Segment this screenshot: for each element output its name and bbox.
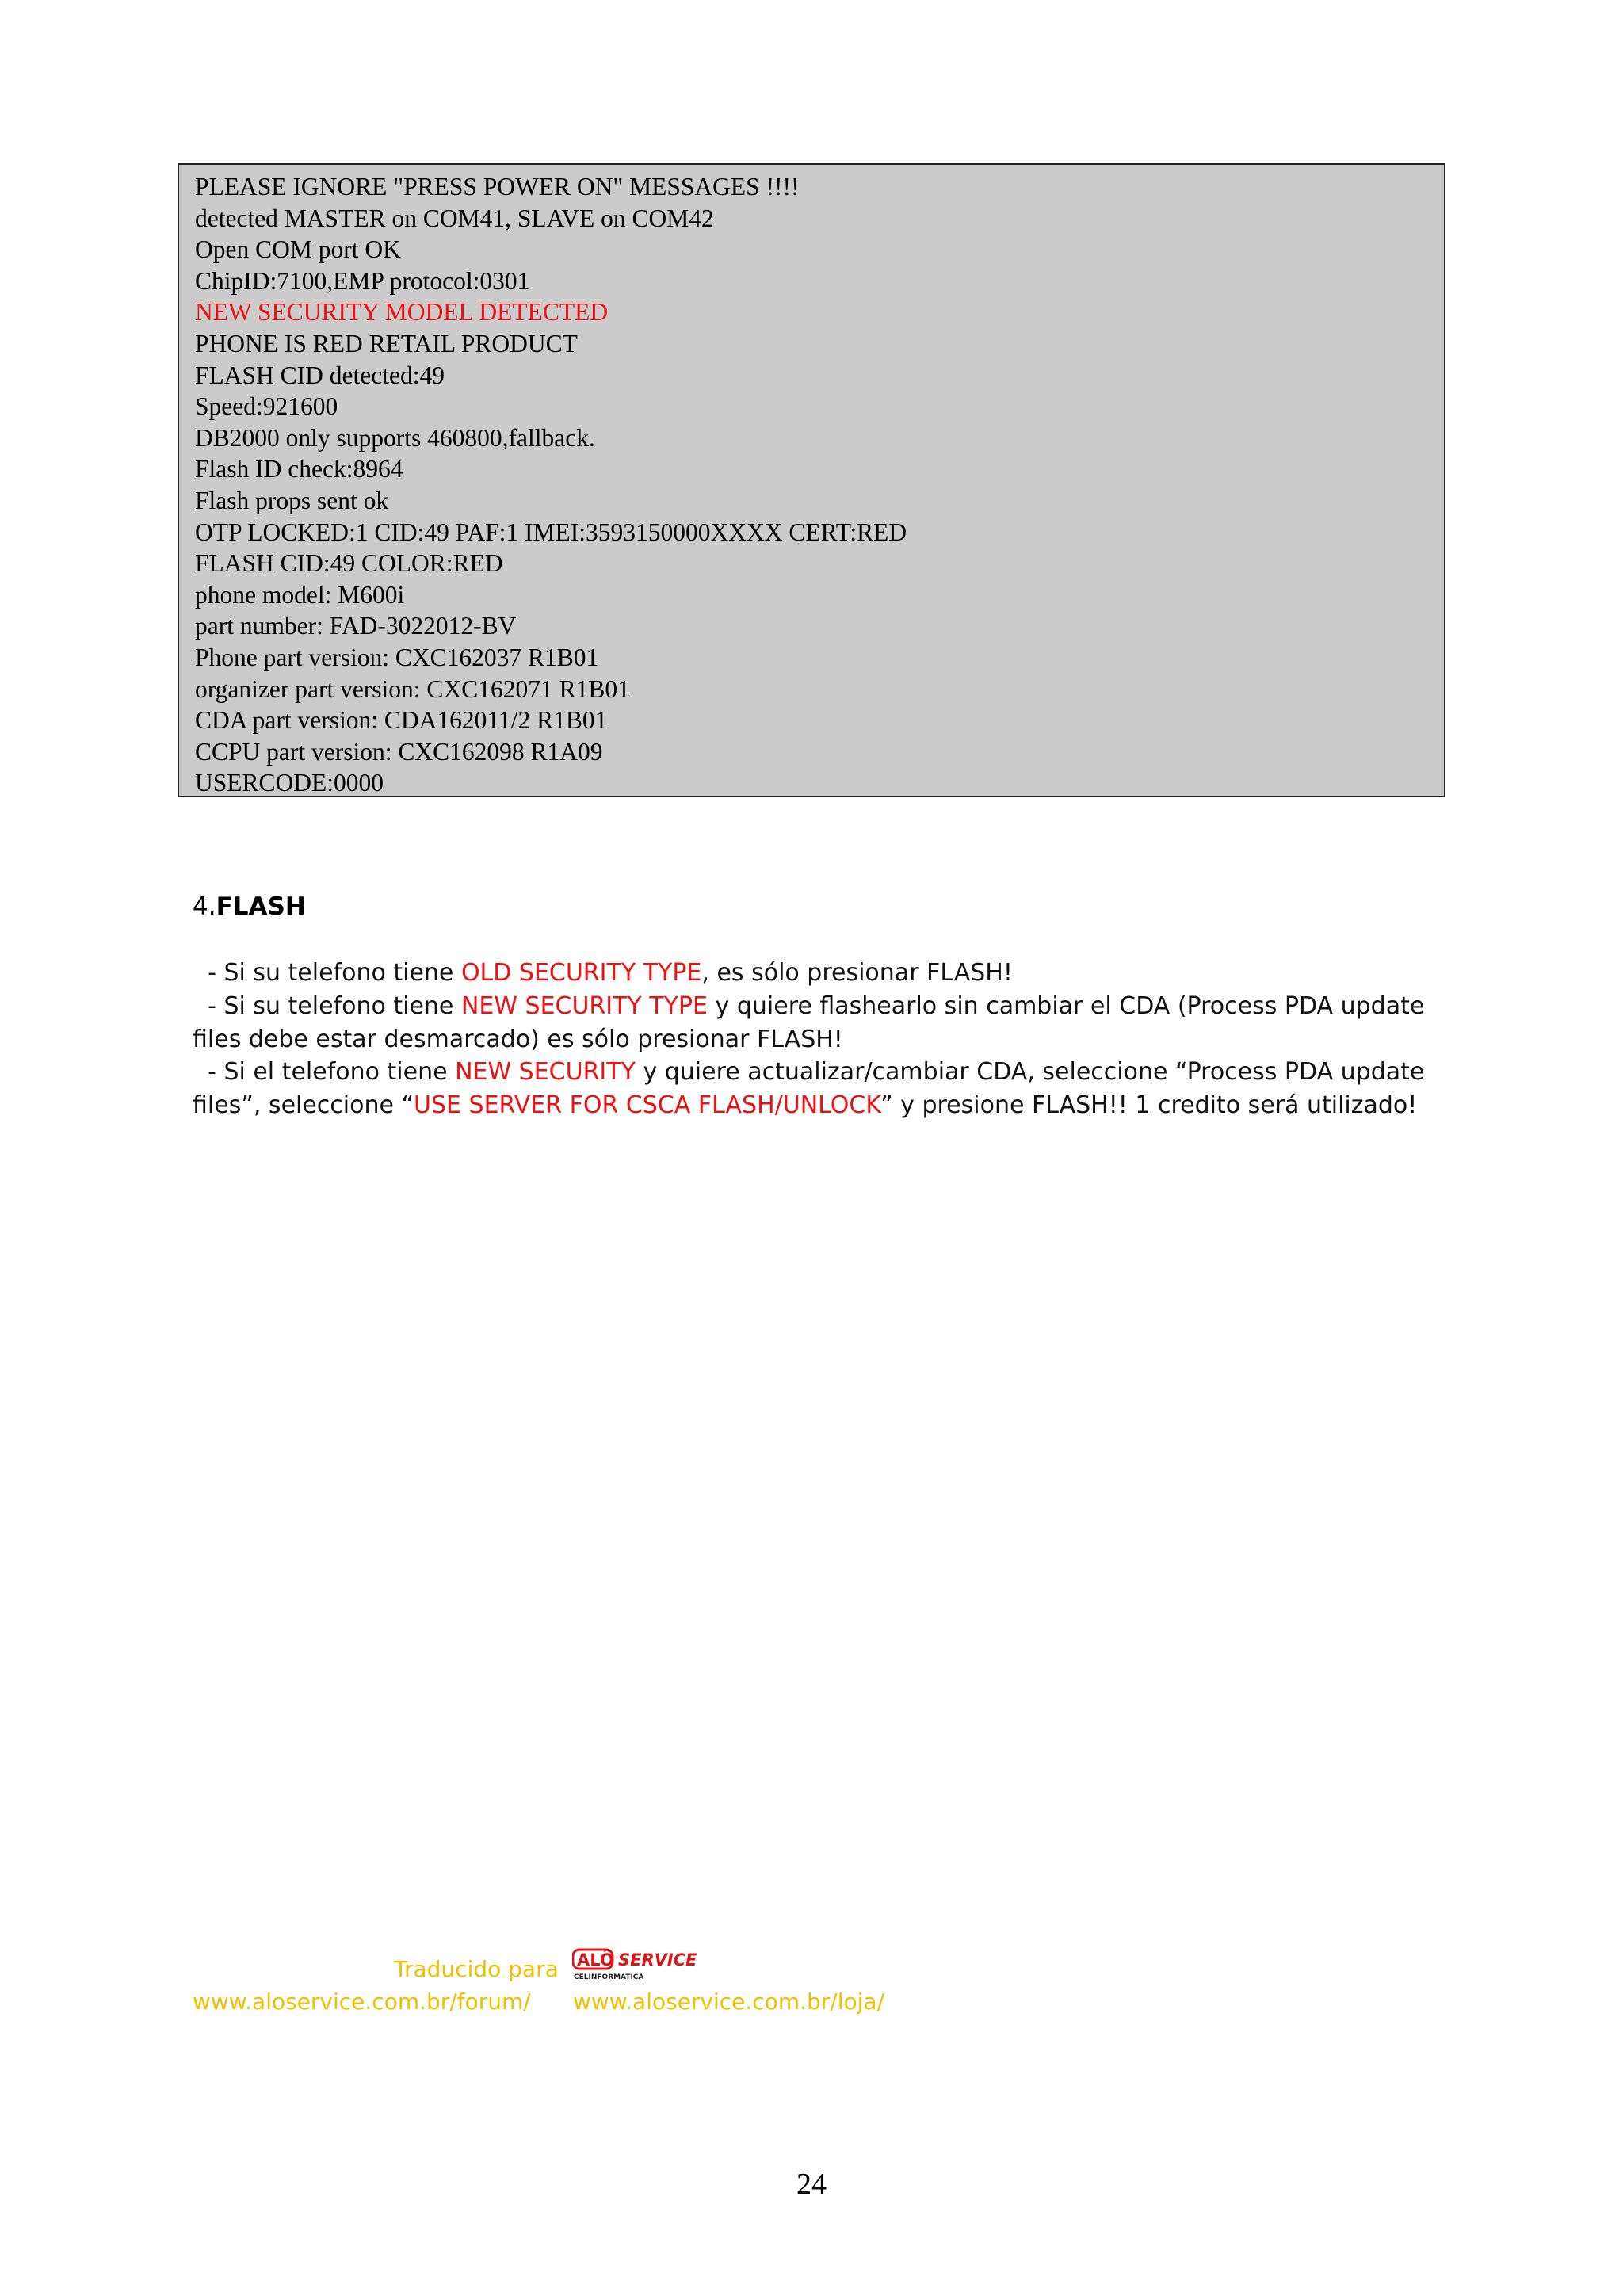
log-line: part number: FAD-3022012-BV [195, 612, 517, 640]
footer-translated-for: Traducido para [394, 1956, 559, 1982]
instruction-paragraph-3 [193, 1056, 1445, 1122]
log-line: FLASH CID detected:49 [195, 361, 445, 389]
paragraph-text: y quiere flashearlo sin cambiar el CDA (Process PDA update files debe estar desmarcado) es sólo presionar FLASH! [193, 991, 1425, 1053]
log-line: detected MASTER on COM41, SLAVE on COM42 [195, 204, 714, 232]
paragraph-text: - Si su telefono tiene [193, 959, 461, 987]
log-line: organizer part version: CXC162071 R1B01 [195, 674, 630, 703]
console-log-box [178, 163, 1445, 797]
log-line: PLEASE IGNORE "PRESS POWER ON" MESSAGES !!!! [195, 173, 800, 201]
store-link[interactable]: www.aloservice.com.br/loja/ [573, 1988, 884, 2015]
log-line: CDA part version: CDA162011/2 R1B01 [195, 706, 608, 735]
log-line: Flash ID check:8964 [195, 455, 403, 483]
log-line: Flash props sent ok [195, 486, 389, 514]
log-line: USERCODE:0000 [195, 769, 384, 797]
paragraph-text: y quiere actualizar/cambiar CDA, seleccione “Process PDA update files”, seleccione “ [193, 1058, 1425, 1120]
section-number: 4. [193, 892, 216, 921]
paragraph-text: ” y presione FLASH!! 1 credito será utilizado! [880, 1091, 1418, 1120]
highlight-text: NEW SECURITY [455, 1058, 636, 1087]
log-line: Open COM port OK [195, 235, 401, 264]
paragraph-text: , es sólo presionar FLASH! [701, 959, 1013, 987]
log-line: OTP LOCKED:1 CID:49 PAF:1 IMEI:3593150000XXXX CERT:RED [195, 518, 907, 546]
section-title: FLASH [216, 892, 306, 921]
instruction-paragraph-1 [193, 957, 1445, 990]
log-line: ChipID:7100,EMP protocol:0301 [195, 266, 530, 295]
svg-text:CELINFORMÁTICA: CELINFORMÁTICA [574, 1973, 644, 1981]
svg-text:ALÔ: ALÔ [577, 1950, 614, 1969]
forum-link[interactable]: www.aloservice.com.br/forum/ [193, 1988, 531, 2015]
highlight-text: NEW SECURITY TYPE [460, 991, 708, 1020]
log-line-highlight: NEW SECURITY MODEL DETECTED [195, 298, 609, 327]
paragraph-text: - Si el telefono tiene [193, 1058, 456, 1087]
log-line: PHONE IS RED RETAIL PRODUCT [195, 329, 578, 357]
instructions-body [193, 957, 1445, 1122]
log-line: Phone part version: CXC162037 R1B01 [195, 643, 599, 671]
paragraph-text: - Si su telefono tiene [193, 991, 461, 1020]
svg-text:SERVICE: SERVICE [618, 1950, 697, 1969]
log-line: CCPU part version: CXC162098 R1A09 [195, 737, 603, 766]
log-line: phone model: M600i [195, 580, 405, 609]
instruction-paragraph-2 [193, 990, 1445, 1056]
log-line: DB2000 only supports 460800,fallback. [195, 423, 595, 452]
alo-service-logo [572, 1947, 720, 1982]
highlight-text: USE SERVER FOR CSCA FLASH/UNLOCK [414, 1091, 881, 1120]
page-number: 24 [796, 2168, 827, 2201]
highlight-text: OLD SECURITY TYPE [460, 959, 702, 987]
log-line: FLASH CID:49 COLOR:RED [195, 549, 503, 578]
section-heading [193, 891, 306, 923]
log-line: Speed:921600 [195, 392, 338, 421]
